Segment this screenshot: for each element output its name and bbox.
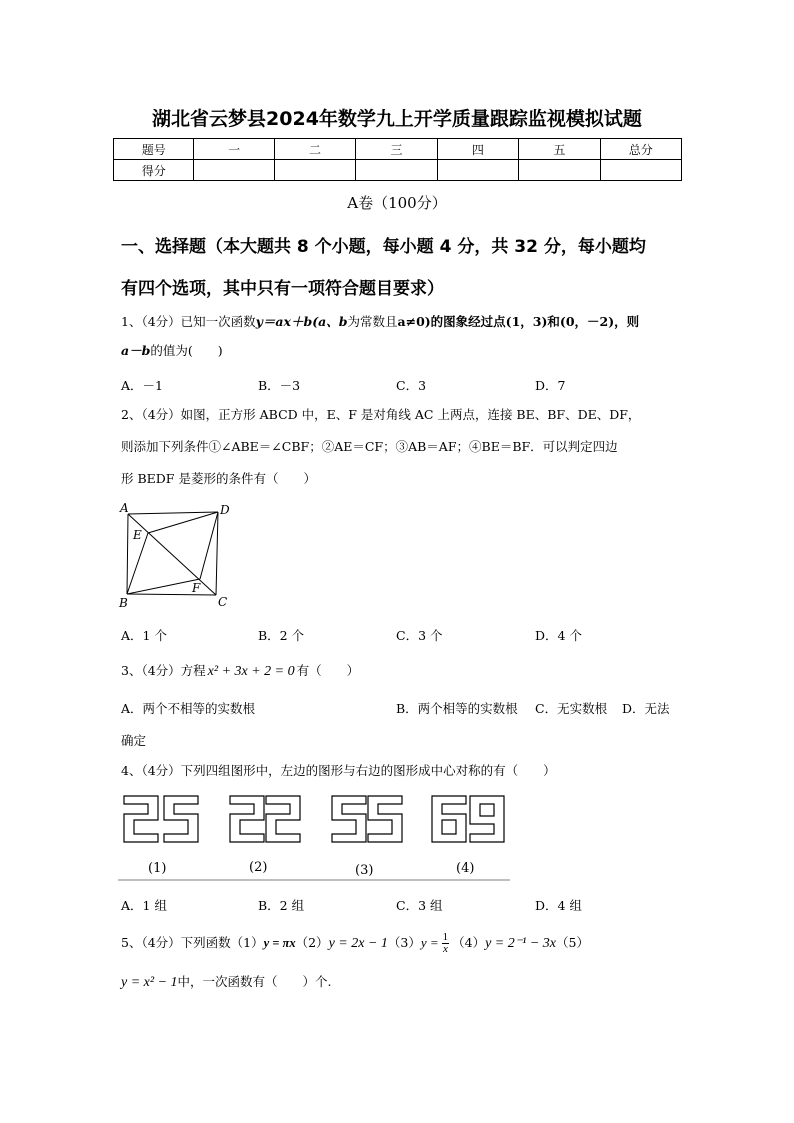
digit-2-shape: [266, 796, 300, 842]
question-text: 已知一次函数: [180, 314, 256, 329]
option-d[interactable]: D．无法: [622, 701, 670, 716]
figure-caption: (1): [148, 861, 167, 876]
option-c[interactable]: C．无实数根: [535, 701, 608, 716]
question-2-line2: 则添加下列条件①∠ABE＝∠CBF；②AE＝CF；③AB＝AF；④BE＝BF．可以判定四边: [121, 439, 618, 454]
question-5-line2: [121, 972, 332, 993]
section-heading-line2: 有四个选项，其中只有一项符合题目要求）: [121, 279, 444, 299]
square-figure: [114, 500, 238, 612]
table-cell: 三: [356, 139, 437, 160]
fraction-numerator: 1: [442, 931, 449, 943]
segment-de: [148, 512, 218, 533]
score-table-score-row: [114, 160, 682, 181]
function-2: y = 2x − 1: [328, 936, 388, 951]
math-expression: y＝ax＋b(a、b: [255, 314, 348, 329]
figure-caption: (4): [456, 861, 475, 876]
question-2-line3: 形 BEDF 是菱形的条件有（ ）: [121, 471, 316, 486]
table-cell: 得分: [114, 160, 194, 181]
function-3-lhs: y =: [420, 935, 439, 950]
digit-5-shape: [332, 796, 366, 842]
function-tag: （5）: [556, 935, 589, 950]
label-f: F: [192, 581, 201, 595]
label-c: C: [218, 595, 228, 609]
option-a[interactable]: A．1 个: [121, 628, 167, 643]
table-cell: 四: [437, 139, 518, 160]
table-cell: 总分: [600, 139, 681, 160]
edge-dc: [216, 512, 218, 595]
fraction-denominator: x: [442, 943, 448, 955]
question-1-line2: [121, 341, 223, 361]
segment-bf: [127, 579, 200, 594]
score-entry-cell[interactable]: [194, 160, 274, 181]
math-expression: a≠0)的图象经过点(1，3)和(0，－2)，则: [397, 314, 640, 329]
volume-heading: A卷（100分）: [347, 194, 447, 212]
function-tag: （4）: [452, 935, 486, 950]
option-d[interactable]: D．4 组: [535, 898, 582, 913]
option-b[interactable]: B．两个相等的实数根: [396, 701, 518, 716]
segment-be: [127, 533, 148, 594]
option-b[interactable]: B．－3: [258, 378, 301, 393]
score-entry-cell[interactable]: [274, 160, 355, 181]
digit-2-shape: [230, 796, 264, 842]
label-b: B: [119, 596, 128, 610]
page-title: 湖北省云梦县2024年数学九上开学质量跟踪监视模拟试题: [152, 108, 642, 130]
math-expression: a－b: [121, 343, 151, 358]
option-d[interactable]: D．7: [535, 378, 566, 393]
question-number: 1、（4分）: [121, 314, 181, 329]
table-cell: 一: [194, 139, 274, 160]
edge-ad: [128, 512, 218, 514]
edge-ab: [127, 514, 128, 594]
option-a[interactable]: A．两个不相等的实数根: [121, 701, 256, 716]
equation: x² + 3x + 2 = 0: [207, 664, 295, 679]
option-c[interactable]: C．3 个: [396, 628, 443, 643]
section-heading-line1: 一、选择题（本大题共 8 个小题，每小题 4 分，共 32 分，每小题均: [121, 237, 646, 257]
segment-df: [200, 512, 218, 579]
table-cell: 二: [274, 139, 355, 160]
edge-bc: [127, 594, 216, 595]
question-number: 3、（4分）方程: [121, 663, 206, 678]
score-entry-cell[interactable]: [356, 160, 437, 181]
digit-2-shape: [124, 796, 158, 842]
figure-caption: (3): [355, 863, 374, 878]
function-5: y = x² − 1: [121, 975, 178, 990]
label-a: A: [120, 501, 129, 515]
option-c[interactable]: C．3 组: [396, 898, 443, 913]
option-d-continued: 确定: [121, 733, 147, 748]
option-d[interactable]: D．4 个: [535, 628, 582, 643]
question-1-line1: [121, 312, 639, 332]
fraction: [442, 932, 450, 955]
option-a[interactable]: A．－1: [121, 378, 163, 393]
score-entry-cell[interactable]: [600, 160, 681, 181]
label-d: D: [220, 503, 230, 517]
function-tag: （1）: [230, 935, 264, 950]
score-entry-cell[interactable]: [437, 160, 518, 181]
table-cell: 题号: [114, 139, 194, 160]
option-a[interactable]: A．1 组: [121, 898, 167, 913]
question-2-line1: 2、（4分）如图，正方形 ABCD 中，E、F 是对角线 AC 上两点，连接 BE、BF、DE、DF，: [121, 407, 641, 422]
digit-5-shape: [368, 796, 402, 842]
digit-pairs-figure: [118, 790, 512, 882]
digit-6-shape: [432, 796, 466, 842]
function-tag: （2）: [295, 935, 329, 950]
digit-5-shape: [164, 796, 198, 842]
score-table: [113, 138, 682, 181]
score-entry-cell[interactable]: [519, 160, 600, 181]
score-table-header-row: [114, 139, 682, 160]
question-5-line1: [121, 932, 589, 955]
question-text: 为常数且: [347, 314, 398, 329]
question-4-line: 4、（4分）下列四组图形中，左边的图形与右边的图形成中心对称的有（ ）: [121, 763, 556, 778]
question-text: 有（ ）: [296, 663, 360, 678]
function-4: y = 2⁻¹ − 3x: [485, 936, 557, 951]
function-1: y = πx: [263, 936, 296, 950]
table-cell: 五: [519, 139, 600, 160]
question-text: 中，一次函数有（ ）个.: [177, 974, 332, 989]
option-b[interactable]: B．2 个: [258, 628, 305, 643]
question-3-line: [121, 661, 359, 682]
label-e: E: [133, 528, 142, 542]
option-c[interactable]: C．3: [396, 378, 427, 393]
figure-caption: (2): [249, 860, 268, 875]
digit-9-shape: [470, 796, 504, 842]
question-text: 的值为( ): [150, 343, 223, 358]
question-number: 5、（4分）下列函数: [121, 935, 231, 950]
function-tag: （3）: [387, 935, 421, 950]
option-b[interactable]: B．2 组: [258, 898, 305, 913]
